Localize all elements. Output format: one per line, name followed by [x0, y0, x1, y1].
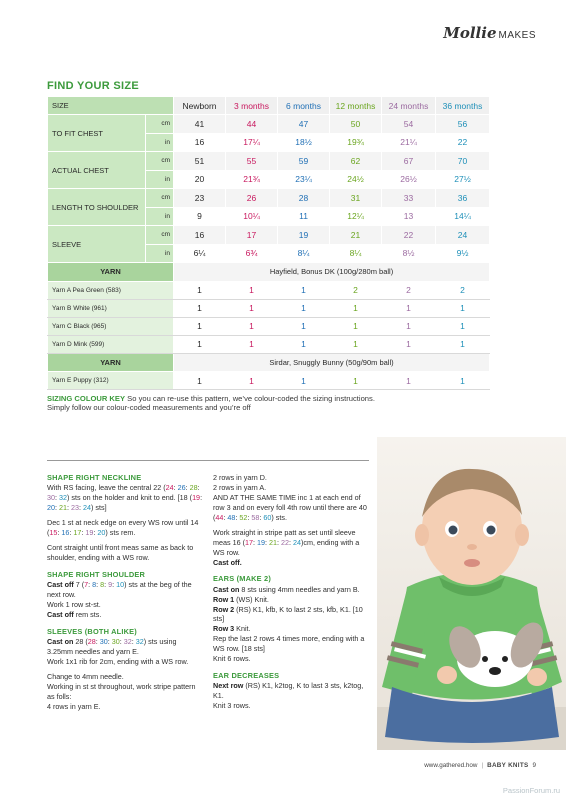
measurement-row	[48, 152, 490, 171]
unit-label: cm	[146, 115, 174, 134]
size-value: 33	[382, 189, 436, 208]
work-straight-paragraph: Work straight in stripe patt as set until sleeve meas 16 (17: 19: 21: 22: 24)cm, ending with a WS row.	[213, 527, 360, 557]
neckline-paragraph: With RS facing, leave the central 22 (24: 26: 28: 30: 32) sts on the holder and knit to end. [18 (19: 20: 21: 23: 24) sts]	[47, 483, 203, 513]
stripe-paragraph: Working in st st throughout, work stripe pattern as folls:	[47, 681, 196, 701]
yarn-quantity: 1	[226, 335, 278, 353]
size-value: 41	[174, 115, 226, 134]
yarn-section-label: YARN	[48, 353, 174, 372]
mollie-logo: Mollie	[443, 24, 497, 42]
size-value: 9	[174, 207, 226, 226]
size-value: 13	[382, 207, 436, 226]
yarn-quantity: 1	[382, 299, 436, 317]
yarn-quantity: 1	[278, 335, 330, 353]
key-text: So you can re-use this pattern, we’ve colour-coded the sizing instructions. Simply follow our colour-coded measurements and you’re off	[47, 394, 375, 413]
sleeve-cast-off-paragraph: Cast off.	[213, 557, 242, 567]
instructions-left-column	[47, 473, 203, 717]
size-value: 36	[436, 189, 490, 208]
unit-label: cm	[146, 152, 174, 171]
page-number: 9	[532, 762, 536, 769]
unit-label: in	[146, 133, 174, 152]
key-title: SIZING COLOUR KEY	[47, 394, 126, 403]
yarn-quantity: 1	[436, 372, 490, 390]
yarn-row	[48, 317, 490, 335]
yarn-label: Yarn C Black (965)	[48, 317, 174, 335]
baby-photo	[377, 437, 566, 750]
next-row-paragraph: Next row (RS) K1, k2tog, K to last 3 sts, k2tog, K1.	[213, 681, 364, 701]
rep-paragraph: Rep the last 2 rows 4 times more, ending with a WS row. [18 sts]	[213, 634, 365, 654]
size-value: 19¾	[330, 133, 382, 152]
size-value: 24	[436, 226, 490, 245]
ears-cast-on-paragraph: Cast on 8 sts using 4mm needles and yarn B.	[213, 584, 360, 594]
rows-e-paragraph: 4 rows in yarn E.	[47, 701, 101, 711]
row-1-paragraph: Row 1 (WS) Knit.	[213, 594, 269, 604]
yarn-row	[48, 281, 490, 299]
yarn-quantity: 1	[226, 317, 278, 335]
size-value: 8½	[382, 244, 436, 263]
yarn-row	[48, 372, 490, 390]
sleeve-cast-on-paragraph: Cast on 28 (28: 30: 30: 32: 32) sts using 3.25mm needles and yarn E.	[47, 636, 177, 656]
yarn-quantity: 1	[382, 335, 436, 353]
yarn-quantity: 1	[330, 299, 382, 317]
size-value: 56	[436, 115, 490, 134]
yarn-label: Yarn E Puppy (312)	[48, 372, 174, 390]
size-value: 19	[278, 226, 330, 245]
size-value: 21¾	[226, 170, 278, 189]
size-value: 10¼	[226, 207, 278, 226]
sizing-colour-key	[47, 394, 395, 413]
yarn-brand: Sirdar, Snuggly Bunny (50g/90m ball)	[174, 353, 490, 372]
yarn-label: Yarn A Pea Green (583)	[48, 281, 174, 299]
rows-d-paragraph: 2 rows in yarn D.	[213, 473, 267, 482]
work-row-paragraph: Work 1 row st-st.	[47, 599, 101, 609]
cast-off-paragraph: Cast off rem sts.	[47, 609, 102, 619]
yarn-quantity: 1	[436, 335, 490, 353]
unit-label: in	[146, 207, 174, 226]
size-value: 22	[436, 133, 490, 152]
yarn-quantity: 2	[382, 281, 436, 299]
yarn-section-label: YARN	[48, 263, 174, 282]
footer-magazine: BABY KNITS	[487, 762, 529, 769]
footer-separator: |	[481, 762, 484, 769]
size-value: 67	[382, 152, 436, 171]
size-value: 24½	[330, 170, 382, 189]
size-value: 55	[226, 152, 278, 171]
size-value: 8¼	[278, 244, 330, 263]
yarn-quantity: 1	[174, 299, 226, 317]
yarn-brand: Hayfield, Bonus DK (100g/280m ball)	[174, 263, 490, 282]
size-value: 27½	[436, 170, 490, 189]
page-footer	[424, 762, 536, 769]
measurement-row	[48, 189, 490, 208]
yarn-quantity: 2	[330, 281, 382, 299]
header-12-months: 12 months	[330, 97, 382, 115]
measurement-row	[48, 115, 490, 134]
yarn-quantity: 1	[382, 317, 436, 335]
measurement-label: ACTUAL CHEST	[48, 152, 146, 189]
size-value: 28	[278, 189, 330, 208]
measurement-label: TO FIT CHEST	[48, 115, 146, 152]
unit-label: in	[146, 244, 174, 263]
size-value: 12¼	[330, 207, 382, 226]
watermark: PassionForum.ru	[502, 786, 560, 795]
yarn-quantity: 1	[174, 372, 226, 390]
header-6-months: 6 months	[278, 97, 330, 115]
size-value: 70	[436, 152, 490, 171]
yarn-row	[48, 299, 490, 317]
size-value: 18½	[278, 133, 330, 152]
yarn-quantity: 1	[174, 281, 226, 299]
rib-paragraph: Work 1x1 rib for 2cm, ending with a WS row.	[47, 656, 189, 666]
dec-paragraph: Dec 1 st at neck edge on every WS row until 14 (15: 16: 17: 19: 20) sts rem.	[47, 518, 199, 537]
yarn-label: Yarn B White (961)	[48, 299, 174, 317]
masthead-makes: MAKES	[498, 30, 536, 41]
header-3-months: 3 months	[226, 97, 278, 115]
size-value: 14¼	[436, 207, 490, 226]
yarn-quantity: 1	[278, 372, 330, 390]
size-value: 62	[330, 152, 382, 171]
table-header-row	[48, 97, 490, 115]
heading-ear-decreases: EAR DECREASES	[213, 671, 280, 681]
yarn-quantity: 1	[436, 317, 490, 335]
row-3-paragraph: Row 3 Knit.	[213, 624, 251, 634]
size-value: 54	[382, 115, 436, 134]
header-24-months: 24 months	[382, 97, 436, 115]
knit-6-paragraph: Knit 6 rows.	[213, 654, 251, 664]
size-value: 6¾	[226, 244, 278, 263]
measurement-row	[48, 226, 490, 245]
measurement-label: SLEEVE	[48, 226, 146, 263]
size-value: 44	[226, 115, 278, 134]
size-value: 8¼	[330, 244, 382, 263]
size-value: 16	[174, 226, 226, 245]
unit-label: cm	[146, 189, 174, 208]
rows-a-paragraph: 2 rows in yarn A.	[213, 482, 267, 492]
unit-label: cm	[146, 226, 174, 245]
size-value: 17	[226, 226, 278, 245]
size-value: 21¼	[382, 133, 436, 152]
cont-paragraph: Cont straight until front meas same as back to shoulder, ending with a WS row.	[47, 542, 194, 562]
baby-illustration	[377, 437, 566, 750]
yarn-quantity: 2	[436, 281, 490, 299]
yarn-quantity: 1	[226, 372, 278, 390]
row-2-paragraph: Row 2 (RS) K1, kfb, K to last 2 sts, kfb, K1. [10 sts]	[213, 604, 363, 624]
size-value: 20	[174, 170, 226, 189]
instructions-middle-column	[213, 473, 369, 716]
size-value: 23	[174, 189, 226, 208]
yarn-quantity: 1	[226, 299, 278, 317]
yarn-quantity: 1	[382, 372, 436, 390]
yarn-quantity: 1	[436, 299, 490, 317]
size-value: 31	[330, 189, 382, 208]
footer-url[interactable]: www.gathered.how	[424, 762, 478, 769]
size-value: 26	[226, 189, 278, 208]
yarn-quantity: 1	[278, 299, 330, 317]
header-newborn: Newborn	[174, 97, 226, 115]
knit-3-paragraph: Knit 3 rows.	[213, 701, 251, 711]
section-divider	[47, 460, 369, 461]
heading-shape-right-shoulder: SHAPE RIGHT SHOULDER	[47, 569, 146, 579]
size-value: 6¼	[174, 244, 226, 263]
yarn-quantity: 1	[226, 281, 278, 299]
size-value: 47	[278, 115, 330, 134]
size-value: 23¼	[278, 170, 330, 189]
size-value: 22	[382, 226, 436, 245]
size-value: 11	[278, 207, 330, 226]
page-title: FIND YOUR SIZE	[47, 80, 140, 92]
yarn-quantity: 1	[174, 335, 226, 353]
size-value: 21	[330, 226, 382, 245]
yarn-section-row	[48, 353, 490, 372]
size-value: 51	[174, 152, 226, 171]
yarn-row	[48, 335, 490, 353]
masthead	[443, 24, 536, 42]
header-size: SIZE	[48, 97, 174, 115]
heading-ears: EARS (MAKE 2)	[213, 574, 272, 584]
yarn-quantity: 1	[174, 317, 226, 335]
yarn-quantity: 1	[330, 317, 382, 335]
measurement-label: LENGTH TO SHOULDER	[48, 189, 146, 226]
heading-sleeves: SLEEVES (BOTH ALIKE)	[47, 626, 137, 636]
size-value: 9½	[436, 244, 490, 263]
header-36-months: 36 months	[436, 97, 490, 115]
size-value: 26½	[382, 170, 436, 189]
shoulder-paragraph: Cast off 7 (7: 8: 8: 9: 10) sts at the beg of the next row.	[47, 580, 192, 599]
size-table	[47, 96, 490, 390]
size-value: 59	[278, 152, 330, 171]
yarn-quantity: 1	[278, 317, 330, 335]
yarn-quantity: 1	[278, 281, 330, 299]
heading-shape-right-neckline: SHAPE RIGHT NECKLINE	[47, 473, 142, 482]
yarn-quantity: 1	[330, 372, 382, 390]
unit-label: in	[146, 170, 174, 189]
yarn-label: Yarn D Mink (599)	[48, 335, 174, 353]
size-value: 50	[330, 115, 382, 134]
size-value: 17¼	[226, 133, 278, 152]
yarn-section-row	[48, 263, 490, 282]
change-needle-paragraph: Change to 4mm needle.	[47, 671, 124, 681]
increase-paragraph: AND AT THE SAME TIME inc 1 at each end of row 3 and on every foll 4th row until there are 40 (44: 48: 52: 58: 60) sts.	[213, 492, 367, 522]
size-value: 16	[174, 133, 226, 152]
yarn-quantity: 1	[330, 335, 382, 353]
